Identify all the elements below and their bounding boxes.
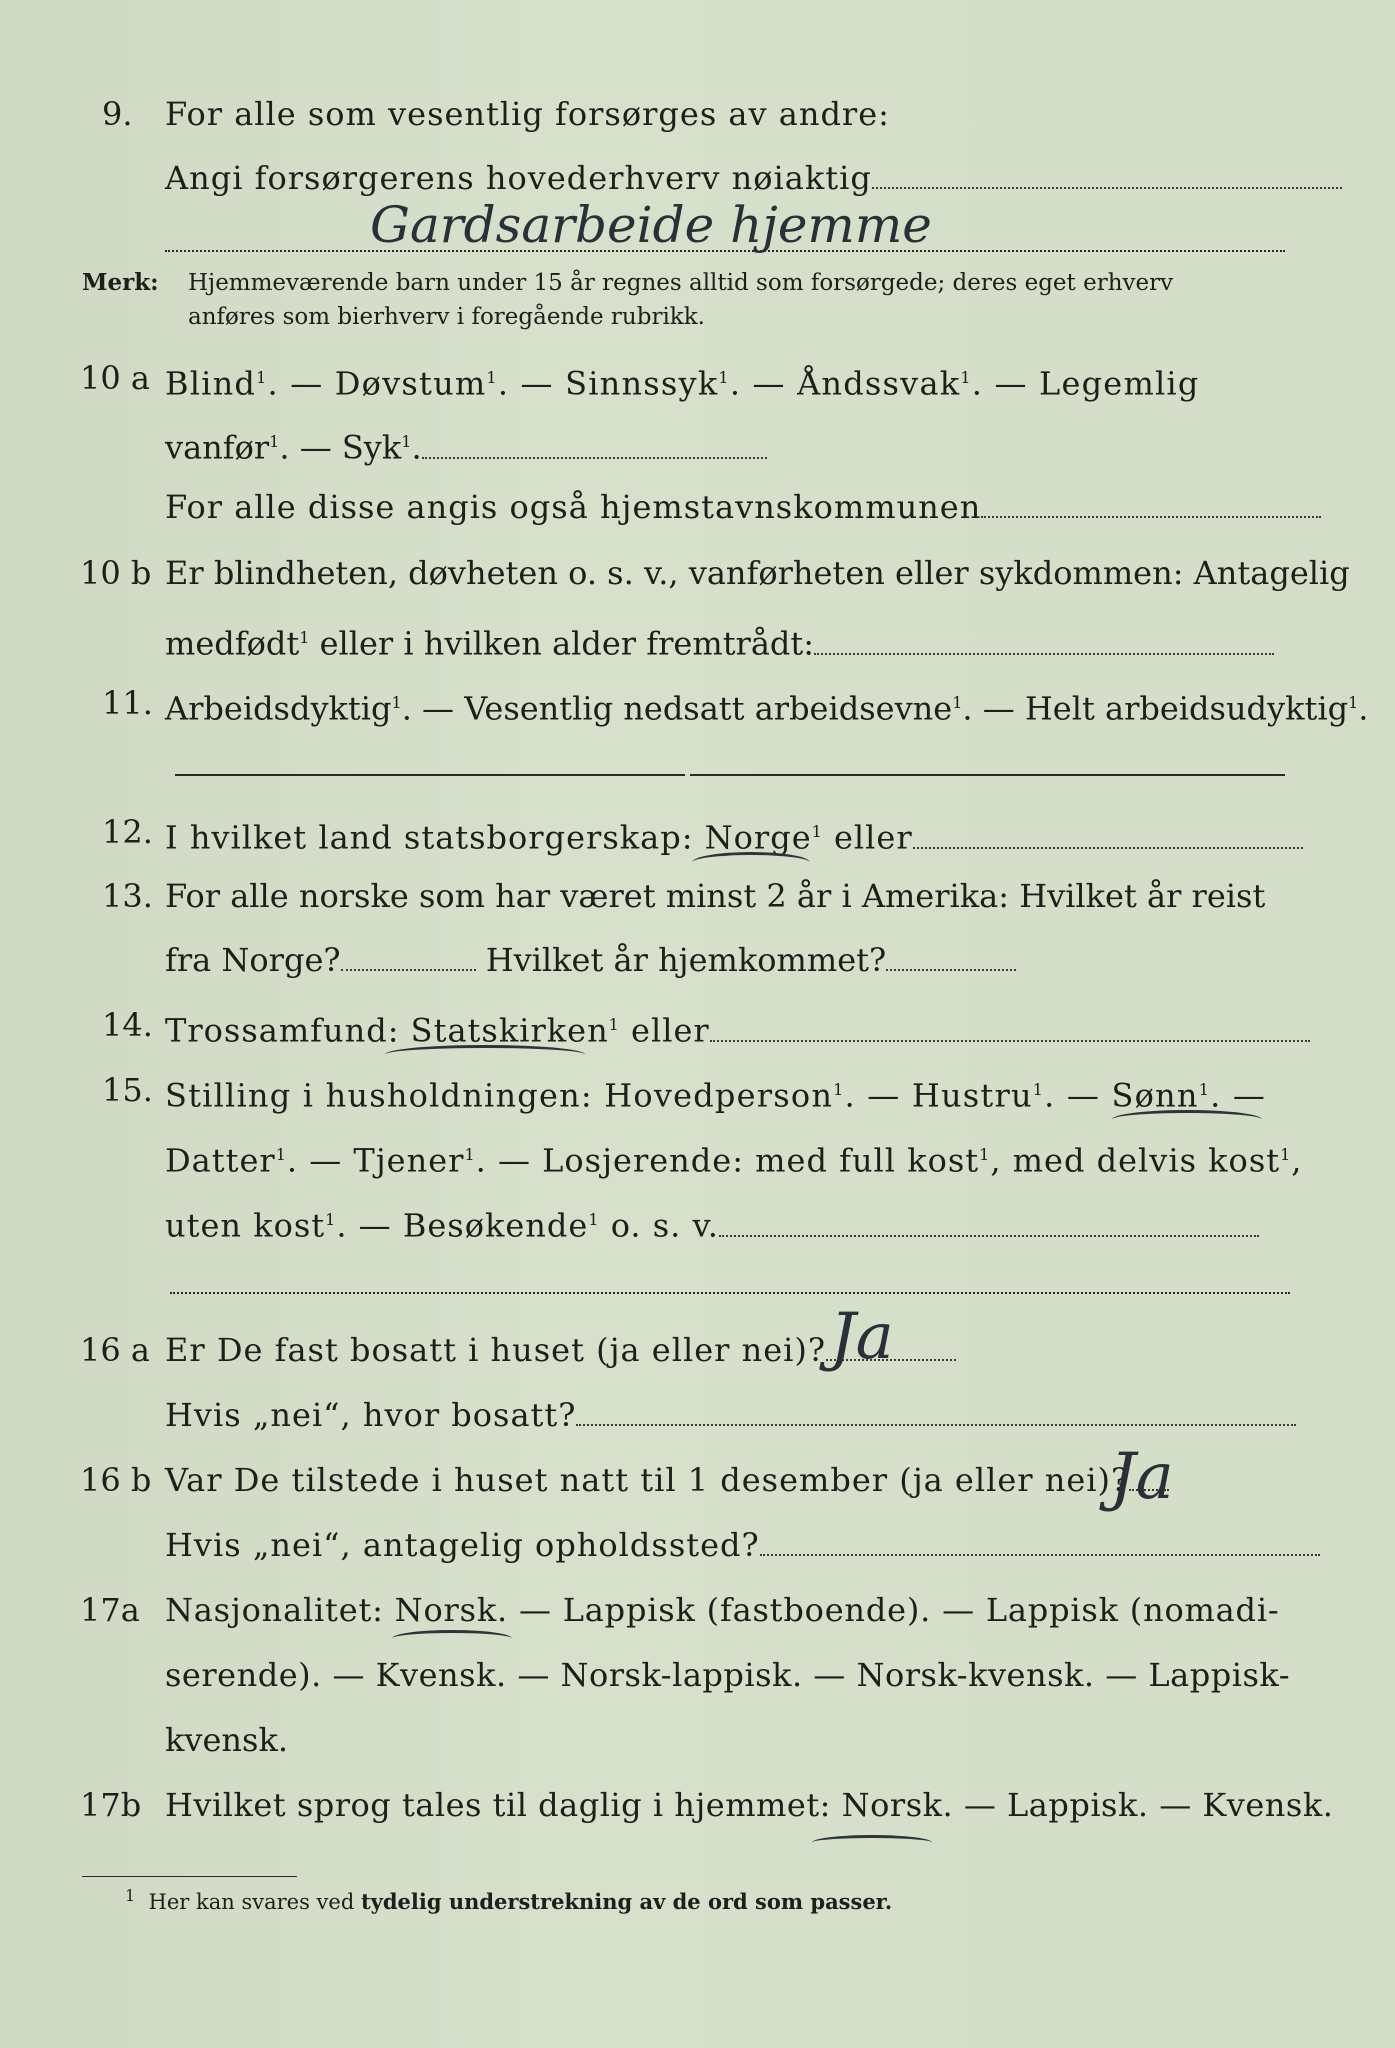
q15-line2 bbox=[165, 1135, 1302, 1181]
sup-mark: 1 bbox=[1198, 1080, 1211, 1099]
sup-mark: 1 bbox=[269, 432, 280, 451]
opt-nedsatt: . — Vesentlig nedsatt arbeidsevne bbox=[401, 689, 953, 728]
opt-delvis-kost: , med delvis kost bbox=[990, 1141, 1281, 1180]
q16b-line2-dots bbox=[760, 1526, 1320, 1556]
sup-mark: 1 bbox=[464, 1145, 476, 1164]
q9-fill-dots bbox=[872, 159, 1342, 189]
q16b-line1 bbox=[165, 1460, 1169, 1500]
sup-mark: 1 bbox=[952, 693, 963, 712]
q13-reist: fra Norge? bbox=[165, 941, 341, 979]
q14-line bbox=[165, 1005, 1310, 1051]
sup-mark: 1 bbox=[401, 432, 412, 451]
sup-mark: 1 bbox=[1280, 1145, 1292, 1164]
q9-line2-text: Angi forsørgerens hovederhverv nøiaktig bbox=[165, 159, 872, 197]
q10a-fill-dots bbox=[422, 429, 767, 459]
sup-mark: 1 bbox=[960, 368, 972, 387]
sup-mark: 1 bbox=[391, 693, 402, 712]
sup-mark: 1 bbox=[1348, 693, 1359, 712]
q11-number: 11. bbox=[102, 684, 153, 722]
q16a-bosatt: Hvis „nei“, hvor bosatt? bbox=[165, 1396, 577, 1434]
opt-andssvak: . — Åndssvak bbox=[729, 364, 961, 403]
comma: , bbox=[1291, 1141, 1303, 1180]
q9-line1: For alle som vesentlig forsørges av andre: bbox=[165, 95, 890, 133]
q17b-number: 17b bbox=[80, 1786, 142, 1824]
opt-medfodt: medfødt bbox=[165, 624, 300, 663]
q16a-line2-dots bbox=[576, 1396, 1296, 1426]
q14-text: Trossamfund: bbox=[165, 1011, 411, 1050]
q14-fill-dots bbox=[710, 1012, 1310, 1042]
q16a-number: 16 a bbox=[80, 1331, 150, 1369]
q12-number: 12. bbox=[102, 813, 153, 851]
sup-mark: 1 bbox=[588, 1210, 600, 1229]
q12-line bbox=[165, 812, 1303, 858]
q17b-line1: Hvilket sprog tales til daglig i hjemmet: Norsk. — Lappisk. — Kvensk. bbox=[165, 1786, 1334, 1824]
q16b-question: Var De tilstede i huset natt til 1 desember (ja eller nei)? bbox=[165, 1461, 1130, 1499]
q16b-handwritten-answer: Ja bbox=[1110, 1440, 1174, 1514]
opt-sinnssyk: . — Sinnssyk bbox=[497, 364, 719, 403]
opt-vanfor: vanfør bbox=[165, 428, 270, 467]
opt-norge: Norge bbox=[704, 818, 812, 857]
q12-text: I hvilket land statsborgerskap: bbox=[165, 818, 705, 857]
opt-arbeidsdyktig: Arbeidsdyktig bbox=[165, 689, 392, 728]
opt-statskirken: Statskirken bbox=[410, 1011, 609, 1050]
q17a-line1: Nasjonalitet: Norsk. — Lappisk (fastboende). — Lappisk (nomadi- bbox=[165, 1591, 1280, 1629]
opt-blind: Blind bbox=[165, 364, 257, 403]
opt-udyktig: . — Helt arbeidsudyktig bbox=[962, 689, 1349, 728]
q17a-number: 17a bbox=[80, 1591, 140, 1629]
q15-line1 bbox=[165, 1070, 1266, 1116]
underline-norsk bbox=[392, 1630, 512, 1647]
footnote-bold-text: tydelig understrekning av de ord som passer. bbox=[360, 1889, 893, 1914]
sup-mark: 1 bbox=[486, 368, 498, 387]
q15-fill-dots bbox=[719, 1207, 1259, 1237]
q16a-question: Er De fast bosatt i huset (ja eller nei)? bbox=[165, 1331, 827, 1369]
opt-tjener: . — Tjener bbox=[286, 1141, 465, 1180]
underline-statskirken bbox=[385, 1045, 585, 1064]
q12-fill-dots bbox=[913, 819, 1303, 849]
merk-line2: anføres som bierhverv i foregående rubrikk. bbox=[188, 304, 705, 330]
q10b-line2 bbox=[165, 618, 1274, 664]
q17a-line2: serende). — Kvensk. — Norsk-lappisk. — Norsk-kvensk. — Lappisk- bbox=[165, 1656, 1291, 1694]
q10a-line2 bbox=[165, 422, 767, 468]
q14-eller: eller bbox=[619, 1011, 710, 1050]
dash: . — bbox=[1210, 1076, 1267, 1115]
q16b-opholdssted: Hvis „nei“, antagelig opholdssted? bbox=[165, 1526, 760, 1564]
period: . bbox=[411, 428, 422, 467]
sup-mark: 1 bbox=[1032, 1080, 1045, 1099]
footnote-mark: 1 bbox=[125, 1886, 136, 1905]
q12-eller: eller bbox=[822, 818, 913, 857]
underline-sonn bbox=[1112, 1110, 1262, 1129]
opt-syk: . — Syk bbox=[279, 428, 402, 467]
opt-hustru: . — Hustru bbox=[844, 1076, 1033, 1115]
sup-mark: 1 bbox=[299, 628, 310, 647]
q16a-handwritten-answer: Ja bbox=[830, 1300, 894, 1374]
underline-norge bbox=[692, 852, 810, 873]
q9-handwritten-answer: Gardsarbeide hjemme bbox=[370, 196, 932, 254]
footnote bbox=[125, 1882, 892, 1916]
sup-mark: 1 bbox=[256, 368, 268, 387]
divider-rule bbox=[690, 774, 1285, 776]
opt-sonn: . — Sønn bbox=[1044, 1076, 1199, 1115]
q13-line2 bbox=[165, 940, 1016, 980]
q9-line2 bbox=[165, 158, 1342, 198]
opt-datter: Datter bbox=[165, 1141, 276, 1180]
q16a-line2 bbox=[165, 1395, 1296, 1435]
sup-mark: 1 bbox=[275, 1145, 287, 1164]
q15-divider bbox=[170, 1292, 1290, 1294]
q10b-line2-text: eller i hvilken alder fremtrådt: bbox=[309, 624, 815, 663]
merk-label: Merk: bbox=[82, 269, 159, 296]
q10a-line3-dots bbox=[981, 488, 1321, 518]
sup-mark: 1 bbox=[811, 822, 823, 841]
sup-mark: 1 bbox=[718, 368, 730, 387]
q13-dots-1 bbox=[341, 941, 476, 971]
underline-norsk-sprog bbox=[812, 1835, 932, 1850]
q15-osv: o. s. v. bbox=[599, 1206, 719, 1245]
q10a-line3 bbox=[165, 487, 1321, 527]
q17a-line3: kvensk. bbox=[165, 1721, 288, 1759]
q13-hjemkommet: Hvilket år hjemkommet? bbox=[475, 941, 887, 979]
opt-hovedperson: Stilling i husholdningen: Hovedperson bbox=[165, 1076, 834, 1115]
q10b-line1: Er blindheten, døvheten o. s. v., vanførheten eller sykdommen: Antagelig bbox=[165, 554, 1350, 592]
q11-line bbox=[165, 683, 1368, 729]
q13-number: 13. bbox=[102, 877, 153, 915]
opt-legemlig: . — Legemlig bbox=[971, 364, 1200, 403]
q10b-fill-dots bbox=[814, 625, 1274, 655]
opt-uten-kost: uten kost bbox=[165, 1206, 326, 1245]
q13-dots-2 bbox=[886, 941, 1016, 971]
period: . bbox=[1358, 689, 1369, 728]
footnote-text: Her kan svares ved bbox=[148, 1890, 361, 1914]
opt-dovstum: . — Døvstum bbox=[267, 364, 487, 403]
q15-number: 15. bbox=[102, 1071, 153, 1109]
q9-number: 9. bbox=[102, 95, 133, 133]
merk-line1: Hjemmeværende barn under 15 år regnes alltid som forsørgede; deres eget erhverv bbox=[188, 270, 1174, 296]
divider-rule bbox=[175, 774, 685, 776]
sup-mark: 1 bbox=[979, 1145, 991, 1164]
opt-besokende: . — Besøkende bbox=[336, 1206, 589, 1245]
q10a-number: 10 a bbox=[80, 359, 150, 397]
footnote-rule bbox=[82, 1876, 297, 1877]
sup-mark: 1 bbox=[608, 1015, 620, 1034]
sup-mark: 1 bbox=[325, 1210, 337, 1229]
sup-mark: 1 bbox=[833, 1080, 845, 1099]
q16b-number: 16 b bbox=[80, 1461, 152, 1499]
q10b-number: 10 b bbox=[80, 554, 152, 592]
q14-number: 14. bbox=[102, 1006, 153, 1044]
q10a-line1 bbox=[165, 358, 1200, 404]
q15-line3 bbox=[165, 1200, 1259, 1246]
q13-line1: For alle norske som har været minst 2 år i Amerika: Hvilket år reist bbox=[165, 877, 1266, 915]
opt-full-kost: . — Losjerende: med full kost bbox=[475, 1141, 980, 1180]
q10a-line3-text: For alle disse angis også hjemstavnskommunen bbox=[165, 488, 982, 526]
q16b-line2 bbox=[165, 1525, 1320, 1565]
